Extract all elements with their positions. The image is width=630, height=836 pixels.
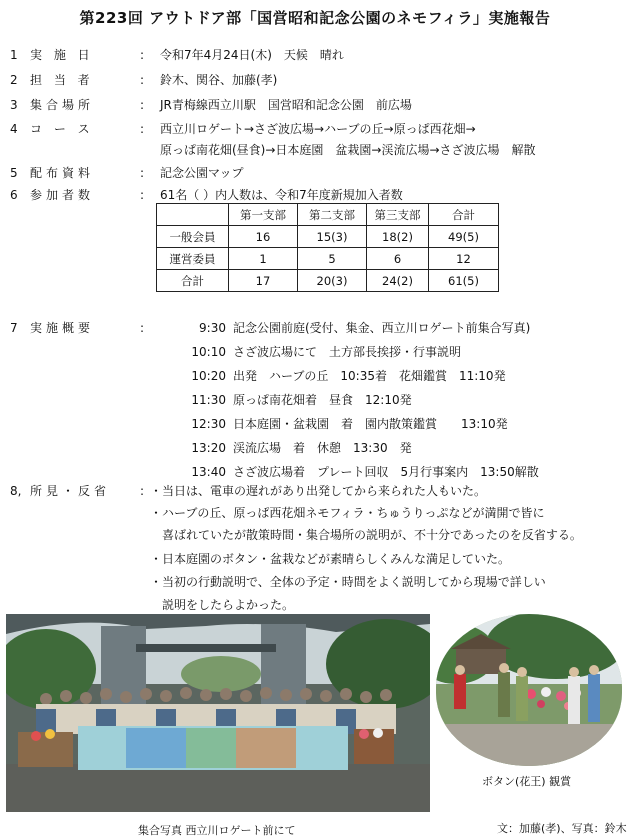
- item-label: 担 当 者: [30, 73, 94, 87]
- table-header-cell: 第一支部: [229, 204, 298, 226]
- item-colon: :: [140, 98, 145, 112]
- schedule-row: [10, 390, 610, 410]
- table-cell: 61(5): [429, 270, 499, 292]
- participants-table: [156, 203, 499, 292]
- peony-photo-caption: ボタン(花王) 観賞: [482, 775, 572, 788]
- section-label: 実施概要: [30, 321, 95, 335]
- item-label: 参加者数: [30, 188, 95, 202]
- schedule-text: 記念公園前庭(受付、集金、西立川ロゲート前集合写真): [233, 321, 531, 335]
- table-cell: 合計: [157, 270, 229, 292]
- group-photo-illustration: [6, 614, 430, 812]
- observation-line: ・当初の行動説明で、全体の予定・時間をよく説明してから現場で詳しい: [150, 575, 546, 589]
- item-value: 原っぱ南花畑(昼食)→日本庭園 盆栽園→渓流広場→さざ波広場 解散: [160, 143, 536, 157]
- page-title: 第223回 アウトドア部「国営昭和記念公園のネモフィラ」実施報告: [79, 9, 551, 27]
- item-label: 実 施 日: [30, 48, 94, 62]
- observation-line: ・ハーブの丘、原っぱ西花畑ネモフィラ・ちゅうりっぷなどが満開で皆に: [150, 506, 545, 520]
- table-cell: 運営委員: [157, 248, 229, 270]
- table-cell: 12: [429, 248, 499, 270]
- item-colon: :: [140, 48, 145, 62]
- peony-photo: [436, 614, 622, 766]
- item-value: 西立川ロゲート→さざ波広場→ハーブの丘→原っぱ西花畑→: [160, 122, 476, 136]
- item-label: 配布資料: [30, 166, 95, 180]
- observation-line: ・当日は、電車の遅れがあり出発してから来られた人もいた。: [150, 484, 487, 498]
- item-colon: :: [140, 188, 145, 202]
- schedule-time: 13:40: [191, 465, 226, 479]
- group-photo-caption: 集合写真 西立川ロゲート前にて: [138, 824, 296, 836]
- table-cell: 17: [229, 270, 298, 292]
- table-cell: 49(5): [429, 226, 499, 248]
- schedule-time: 10:20: [191, 369, 226, 383]
- observation-line: ・日本庭園のボタン・盆栽などが素晴らしくみんな満足していた。: [150, 552, 511, 566]
- item-colon: :: [140, 73, 145, 87]
- table-row: [157, 226, 499, 248]
- schedule-text: 日本庭園・盆栽園 着 園内散策鑑賞 13:10発: [233, 417, 508, 431]
- schedule-row: [10, 366, 610, 386]
- item-value: 61名（ ）内人数は、令和7年度新規加入者数: [160, 188, 403, 202]
- table-header-row: [157, 204, 499, 226]
- table-cell: 20(3): [298, 270, 367, 292]
- schedule-time: 13:20: [191, 441, 226, 455]
- item-value: 鈴木、関谷、加藤(孝): [160, 73, 278, 87]
- table-header-cell: 合計: [429, 204, 499, 226]
- schedule-text: 渓流広場 着 休憩 13:30 発: [233, 441, 412, 455]
- item-value: 記念公園マップ: [160, 166, 244, 180]
- item-number: 6: [10, 188, 18, 202]
- table-header-cell: 第二支部: [298, 204, 367, 226]
- item-label: コ ー ス: [30, 122, 94, 136]
- table-cell: 5: [298, 248, 367, 270]
- table-row: [157, 270, 499, 292]
- table-cell: 6: [367, 248, 429, 270]
- peony-photo-illustration: [436, 614, 622, 766]
- schedule-time: 9:30: [199, 321, 226, 335]
- section-colon: :: [140, 484, 145, 498]
- schedule-text: 原っぱ南花畑着 昼食 12:10発: [233, 393, 412, 407]
- table-row: [157, 248, 499, 270]
- section-colon: :: [140, 321, 145, 335]
- item-colon: :: [140, 122, 145, 136]
- item-number: 2: [10, 73, 18, 87]
- schedule-row: [10, 342, 610, 362]
- item-value: 令和7年4月24日(木) 天候 晴れ: [160, 48, 344, 62]
- group-photo: [6, 614, 430, 812]
- schedule-text: さざ波広場にて 土方部長挨拶・行事説明: [233, 345, 462, 359]
- observation-line: 説明をしたらよかった。: [150, 598, 295, 612]
- table-header-cell: [157, 204, 229, 226]
- section-number: 8,: [10, 484, 22, 498]
- section-label: 所見・反省: [30, 484, 111, 498]
- schedule-time: 10:10: [191, 345, 226, 359]
- schedule-row: [10, 438, 610, 458]
- item-number: 3: [10, 98, 18, 112]
- schedule-text: 出発 ハーブの丘 10:35着 花畑鑑賞 11:10発: [233, 369, 506, 383]
- schedule-time: 11:30: [191, 393, 226, 407]
- photo-credit: 文：加藤(孝)、写真：鈴木: [497, 822, 627, 835]
- item-label: 集合場所: [30, 98, 95, 112]
- item-number: 1: [10, 48, 18, 62]
- schedule-row: [10, 414, 610, 434]
- schedule-row: [10, 318, 610, 338]
- table-header-cell: 第三支部: [367, 204, 429, 226]
- observation-line: 喜ばれていたが散策時間・集合場所の説明が、不十分であったのを反省する。: [150, 528, 582, 542]
- schedule-time: 12:30: [191, 417, 226, 431]
- item-number: 5: [10, 166, 18, 180]
- schedule-row: [10, 462, 610, 482]
- table-cell: 16: [229, 226, 298, 248]
- section-number: 7: [10, 321, 18, 335]
- item-value: JR青梅線西立川駅 国営昭和記念公園 前広場: [160, 98, 412, 112]
- table-cell: 1: [229, 248, 298, 270]
- item-colon: :: [140, 166, 145, 180]
- table-cell: 18(2): [367, 226, 429, 248]
- table-cell: 15(3): [298, 226, 367, 248]
- item-number: 4: [10, 122, 18, 136]
- table-cell: 一般会員: [157, 226, 229, 248]
- schedule-text: さざ波広場着 プレート回収 5月行事案内 13:50解散: [233, 465, 539, 479]
- table-cell: 24(2): [367, 270, 429, 292]
